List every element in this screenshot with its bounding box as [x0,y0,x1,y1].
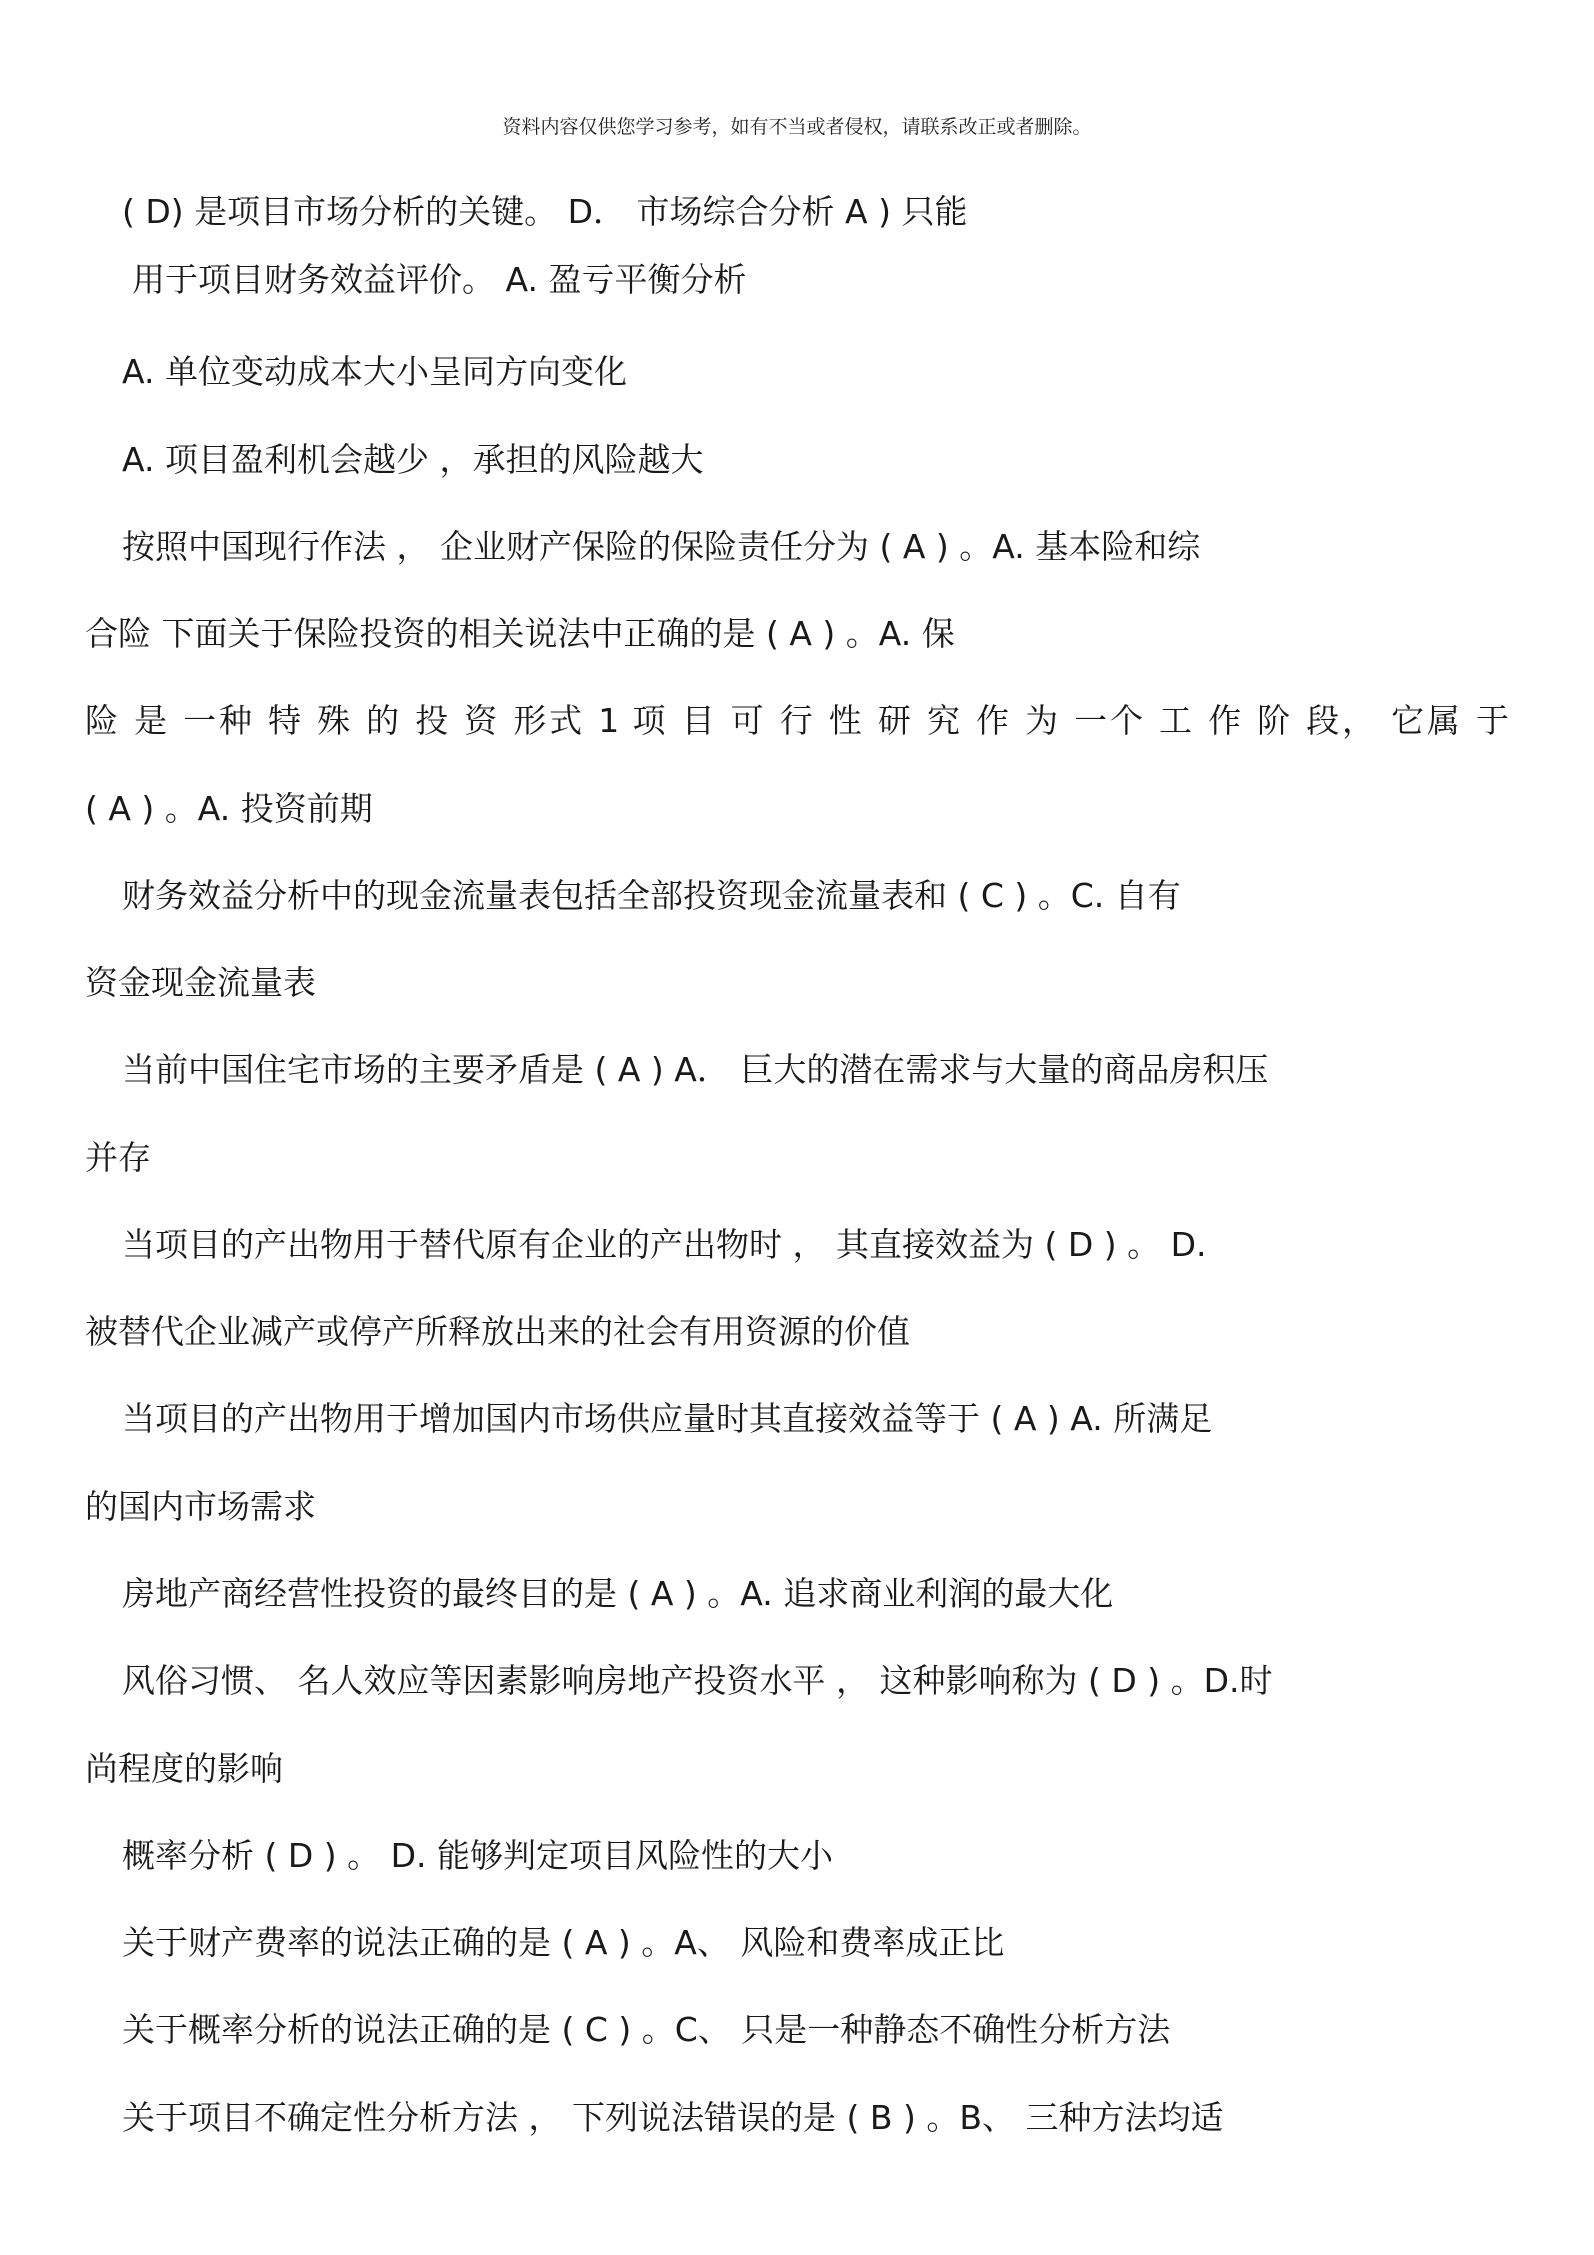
text-line-2: 用于项目财务效益评价。 A. 盈亏平衡分析 [132,260,747,299]
text-line-1: ( D) 是项目市场分析的关键。 D． 市场综合分析 A ) 只能 [122,192,968,231]
text-line-9: 财务效益分析中的现金流量表包括全部投资现金流量表和 ( C ) 。C. 自有 [122,876,1181,915]
text-line-23: 关于项目不确定性分析方法 ， 下列说法错误的是 ( B ) 。B、 三种方法均适 [122,2098,1224,2137]
text-line-6: 合险 下面关于保险投资的相关说法中正确的是 ( A ) 。A. 保 [85,614,955,653]
text-line-15: 当项目的产出物用于增加国内市场供应量时其直接效益等于 ( A ) A. 所满足 [122,1399,1213,1438]
text-line-12: 并存 [85,1138,151,1177]
text-line-3: A. 单位变动成本大小呈同方向变化 [122,352,627,391]
text-line-17: 房地产商经营性投资的最终目的是 ( A ) 。A. 追求商业利润的最大化 [122,1574,1114,1613]
text-line-8: ( A ) 。A. 投资前期 [85,789,373,828]
text-line-7: 险 是 一种 特 殊 的 投 资 形式 1 项 目 可 行 性 研 究 作 为 一个 工 作 阶 段， 它属 于 [85,701,1509,740]
text-line-4: A. 项目盈利机会越少 ，承担的风险越大 [122,440,704,479]
text-line-19: 尚程度的影响 [85,1749,283,1788]
text-line-16: 的国内市场需求 [85,1487,316,1526]
text-line-18: 风俗习惯、 名人效应等因素影响房地产投资水平 ， 这种影响称为 ( D ) 。D.时 [122,1661,1273,1700]
text-line-10: 资金现金流量表 [85,963,316,1002]
header-disclaimer: 资料内容仅供您学习参考，如有不当或者侵权，请联系改正或者删除。 [502,116,1092,138]
text-line-20: 概率分析 ( D ) 。 D. 能够判定项目风险性的大小 [122,1836,833,1875]
text-line-13: 当项目的产出物用于替代原有企业的产出物时 ， 其直接效益为 ( D ) 。 D. [122,1225,1207,1264]
text-line-22: 关于概率分析的说法正确的是 ( C ) 。C、 只是一种静态不确性分析方法 [122,2010,1171,2049]
text-line-5: 按照中国现行作法 ， 企业财产保险的保险责任分为 ( A ) 。A. 基本险和综 [122,527,1201,566]
text-line-11: 当前中国住宅市场的主要矛盾是 ( A ) A． 巨大的潜在需求与大量的商品房积压 [122,1050,1269,1089]
text-line-21: 关于财产费率的说法正确的是 ( A ) 。A、 风险和费率成正比 [122,1923,1005,1962]
text-line-14: 被替代企业减产或停产所释放出来的社会有用资源的价值 [85,1312,910,1351]
